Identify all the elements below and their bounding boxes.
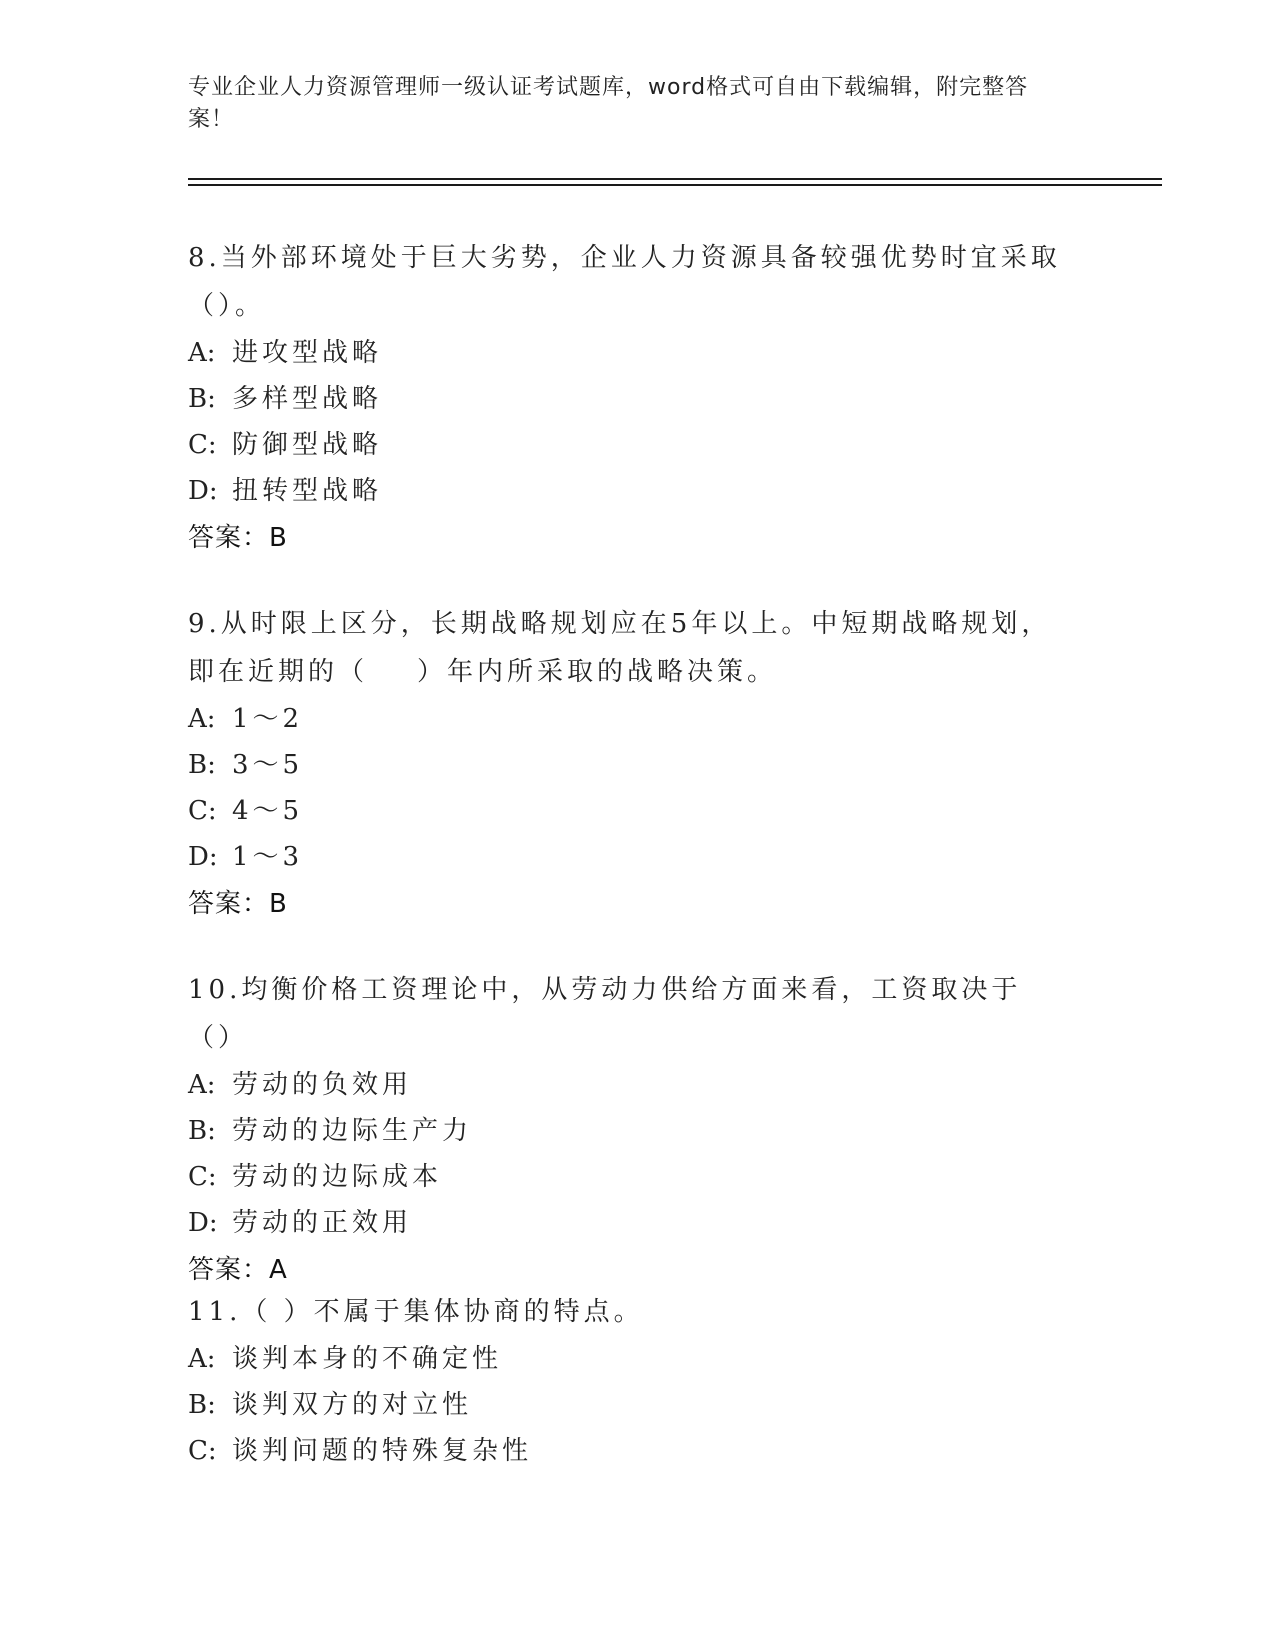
option-letter: D: (188, 476, 218, 506)
option-letter: C: (188, 1162, 217, 1192)
option-c (188, 1154, 1068, 1200)
option-text: 3～5 (232, 750, 304, 780)
document-header: 专业企业人力资源管理师一级认证考试题库，word格式可自由下载编辑，附完整答案！ (188, 75, 1029, 132)
header-divider-bottom (188, 184, 1162, 186)
option-text: 谈判问题的特殊复杂性 (232, 1436, 533, 1466)
option-text: 劳动的边际生产力 (232, 1116, 473, 1146)
question-9 (188, 600, 1068, 928)
option-b (188, 1108, 1068, 1154)
option-d (188, 468, 1068, 514)
option-letter: A: (188, 1344, 216, 1374)
option-text: 劳动的边际成本 (232, 1162, 443, 1192)
answer-line: 答案：A (188, 1255, 288, 1285)
option-a (188, 1336, 1068, 1382)
option-b (188, 376, 1068, 422)
option-letter: A: (188, 704, 216, 734)
option-letter: C: (188, 796, 217, 826)
option-text: 扭转型战略 (232, 476, 383, 506)
question-10 (188, 966, 1068, 1294)
option-letter: D: (188, 1208, 218, 1238)
answer-line: 答案：B (188, 523, 288, 553)
header-divider-top (188, 178, 1162, 180)
question-stem: 8.当外部环境处于巨大劣势，企业人力资源具备较强优势时宜采取（）。 (188, 243, 1061, 321)
option-b (188, 1382, 1068, 1428)
option-c (188, 422, 1068, 468)
question-8 (188, 234, 1068, 562)
question-stem: 11.（ ）不属于集体协商的特点。 (188, 1297, 644, 1327)
option-c (188, 788, 1068, 834)
option-letter: B: (188, 384, 216, 414)
question-stem: 10.均衡价格工资理论中，从劳动力供给方面来看，工资取决于（） (188, 975, 1022, 1053)
option-text: 进攻型战略 (232, 338, 383, 368)
option-letter: A: (188, 1070, 216, 1100)
option-b (188, 742, 1068, 788)
option-text: 4～5 (232, 796, 304, 826)
option-text: 劳动的负效用 (232, 1070, 413, 1100)
option-text: 防御型战略 (232, 430, 383, 460)
option-text: 劳动的正效用 (232, 1208, 413, 1238)
option-letter: B: (188, 750, 216, 780)
option-text: 多样型战略 (232, 384, 383, 414)
option-a (188, 696, 1068, 742)
option-a (188, 330, 1068, 376)
option-c (188, 1428, 1068, 1474)
option-d (188, 1200, 1068, 1246)
option-letter: C: (188, 430, 217, 460)
option-text: 谈判本身的不确定性 (232, 1344, 503, 1374)
option-letter: B: (188, 1116, 216, 1146)
option-letter: B: (188, 1390, 216, 1420)
question-11 (188, 1288, 1068, 1474)
answer-line: 答案：B (188, 889, 288, 919)
option-text: 1～3 (232, 842, 304, 872)
question-stem: 9.从时限上区分，长期战略规划应在5年以上。中短期战略规划，即在近期的（ ）年内所采取的战略决策。 (188, 609, 1052, 687)
option-letter: A: (188, 338, 216, 368)
option-d (188, 834, 1068, 880)
option-a (188, 1062, 1068, 1108)
option-text: 1～2 (232, 704, 304, 734)
option-text: 谈判双方的对立性 (232, 1390, 473, 1420)
option-letter: D: (188, 842, 218, 872)
option-letter: C: (188, 1436, 217, 1466)
